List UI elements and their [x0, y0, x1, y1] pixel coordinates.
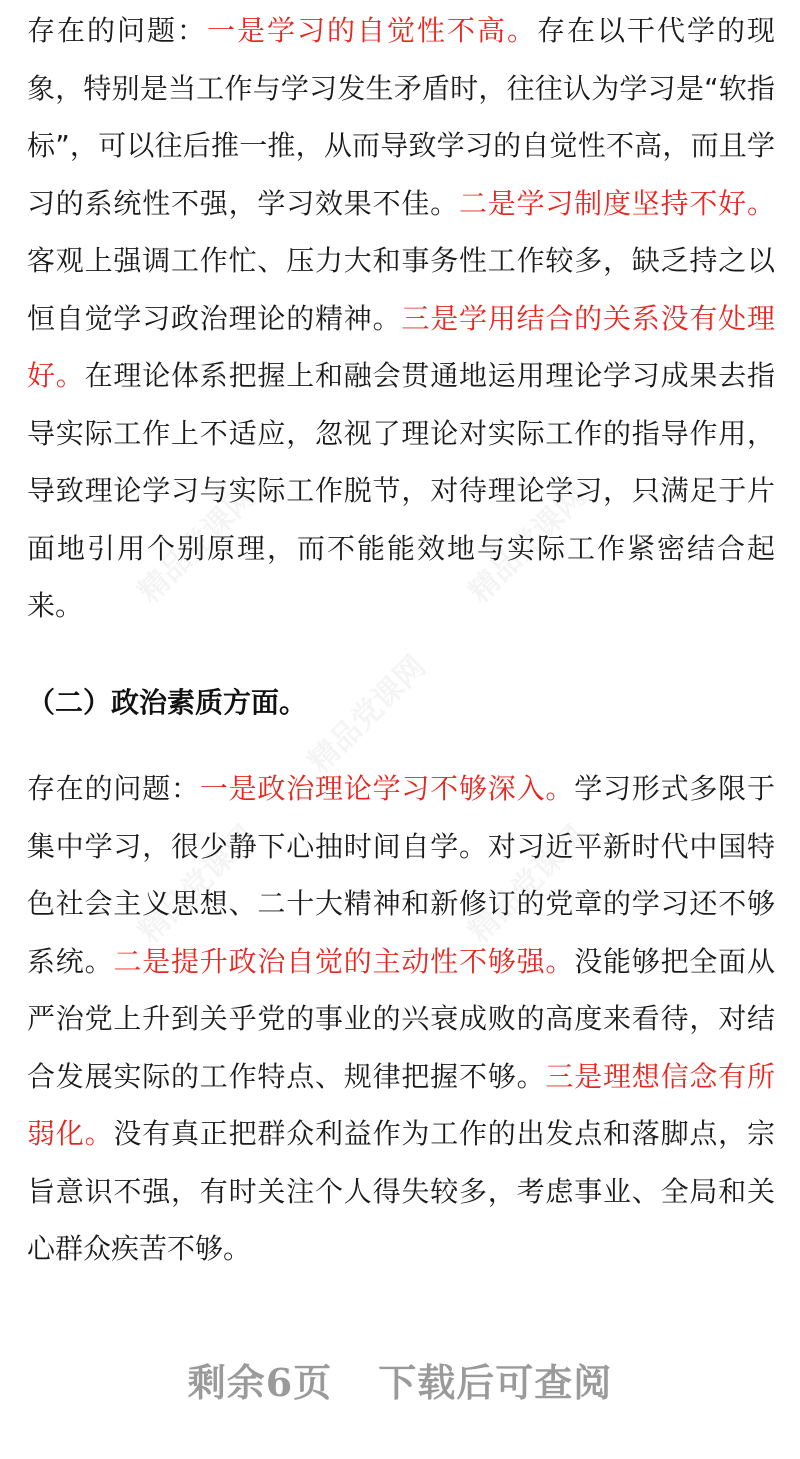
- watermark: 精品党课网: [132, 819, 263, 950]
- highlight-point: 二是提升政治自觉的主动性不够强。: [113, 944, 575, 978]
- body-text: 客观上强调工作忙、压力大和事务性工作较多，缺乏持之以恒自觉学习政治理论的精神。: [27, 244, 775, 335]
- body-text: 没能够把全面从严治党上升到关乎党的事业的兴衰成败的高度来看待，对结合发展实际的工作特点、规律把握不够。: [27, 944, 775, 1093]
- watermark: 精品党课网: [132, 479, 263, 610]
- highlight-point: 二是学习制度坚持不好。: [458, 186, 775, 220]
- body-text: 没有真正把群众利益作为工作的出发点和落脚点，宗旨意识不强，有时关注个人得失较多，考虑事业、全局和关心群众疾苦不够。: [27, 1117, 775, 1265]
- paragraph-study-issues: [27, 2, 775, 635]
- download-prompt[interactable]: [0, 1352, 800, 1407]
- watermark: 精品党课网: [302, 649, 433, 780]
- highlight-point: 三是理想信念有所弱化。: [27, 1059, 775, 1150]
- highlight-point: 一是政治理论学习不够深入。: [199, 772, 575, 805]
- watermark: 精品党课网: [462, 479, 593, 610]
- body-text: 学习形式多限于集中学习，很少静下心抽时间自学。对习近平新时代中国特色社会主义思想、二十大精神和新修订的党章的学习还不够系统。: [27, 772, 775, 978]
- body-text: 在理论体系把握上和融会贯通地运用理论学习成果去指导实际工作上不适应，忽视了理论对实际工作的指导作用，导致理论学习与实际工作脱节，对待理论学习，只满足于片面地引用个别原理，而不能能效地与实际工作紧密结合起来。: [27, 359, 775, 622]
- highlight-point: 一是学习的自觉性不高。: [207, 14, 537, 47]
- paragraph-political-issues: [27, 760, 775, 1278]
- lead-label: 存在的问题：: [27, 14, 207, 47]
- remaining-pages-label: 剩余6页: [187, 1360, 333, 1405]
- highlight-point: 三是学用结合的关系没有处理好。: [27, 301, 775, 392]
- body-text: 存在以干代学的现象，特别是当工作与学习发生矛盾时，往往认为学习是“软指标”，可以往后推一推，从而导致学习的自觉性不高，而且学习的系统性不强，学习效果不佳。: [27, 14, 775, 220]
- lead-label: 存在的问题：: [27, 772, 200, 805]
- download-to-view-label[interactable]: 下载后可查阅: [378, 1360, 613, 1405]
- watermark: 精品党课网: [462, 819, 593, 950]
- section-heading: （二）政治素质方面。: [27, 686, 308, 719]
